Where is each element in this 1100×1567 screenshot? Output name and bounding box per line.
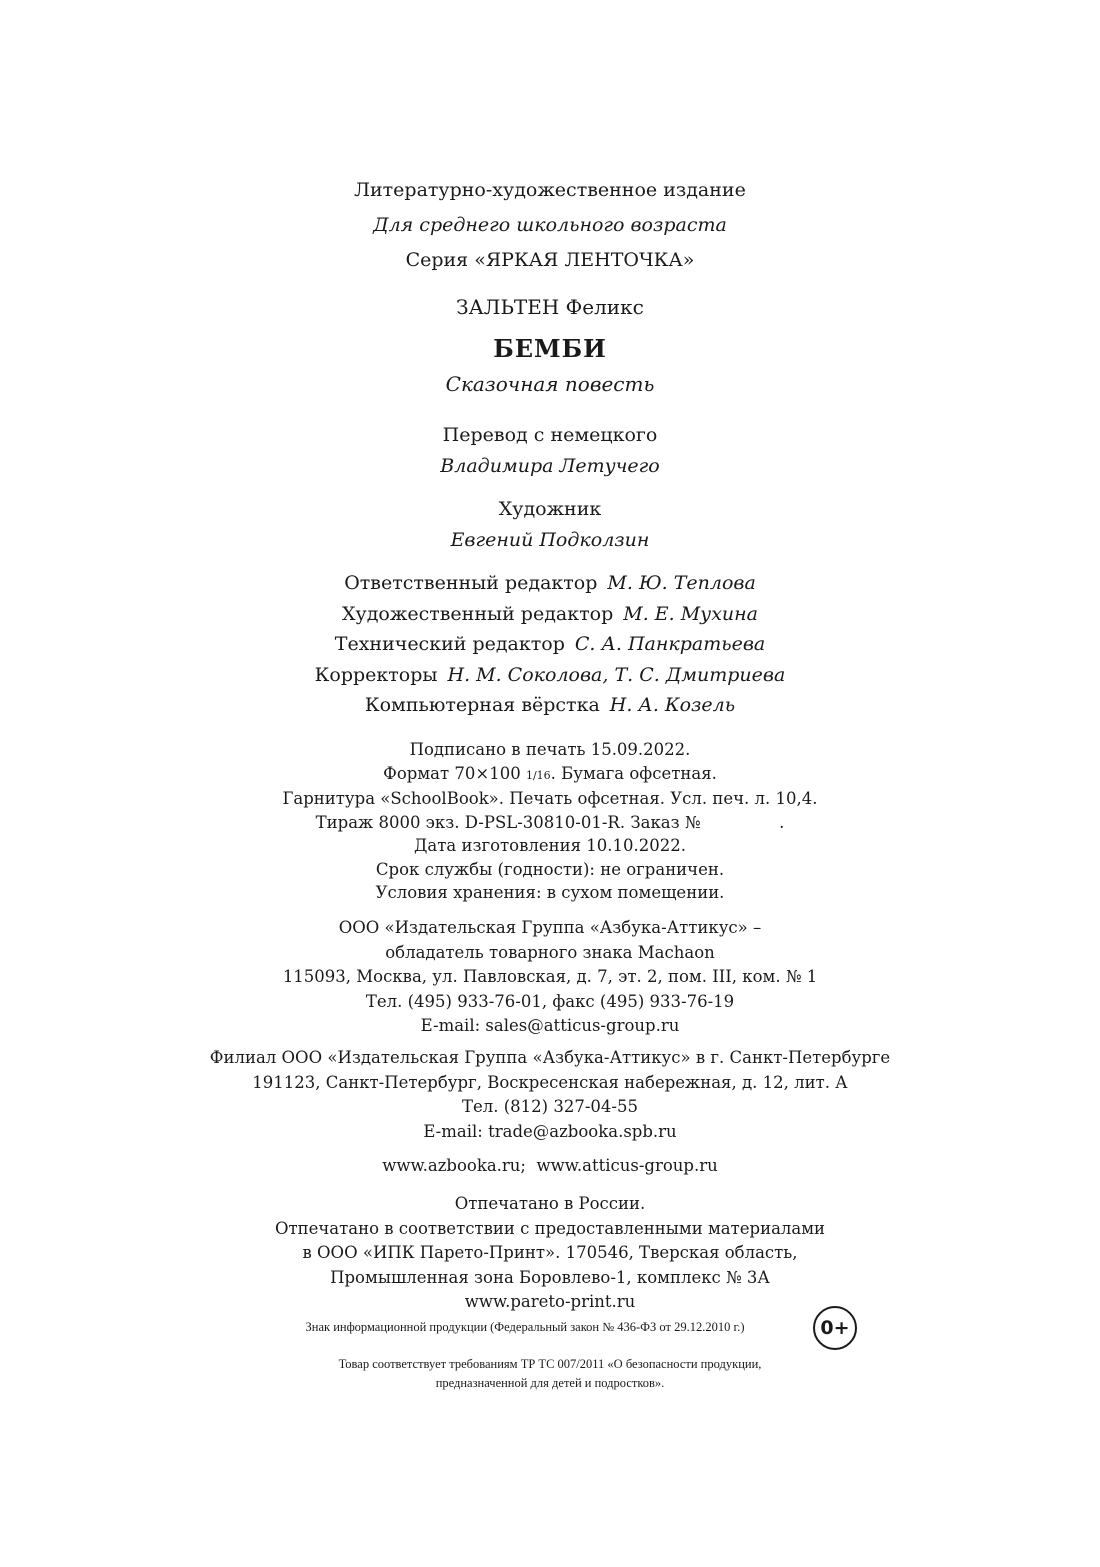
translation-block (0, 420, 1100, 482)
compliance-line: Товар соответствует требованиям ТР ТС 007/2011 «О безопасности продукции, (338, 1357, 762, 1371)
printer-website: www.pareto-print.ru (464, 1292, 636, 1311)
staff-role: Ответственный редактор (344, 572, 598, 594)
storage-line: Условия хранения: в сухом помещении. (375, 883, 725, 902)
printer-line: Промышленная зона Боровлево-1, комплекс № 3А (330, 1267, 770, 1287)
print-details-block (0, 738, 1100, 905)
publisher-line: Тел. (495) 933-76-01, факс (495) 933-76-19 (365, 991, 735, 1011)
printer-line: Отпечатано в России. (454, 1194, 646, 1213)
staff-block (0, 568, 1100, 721)
typeface-line: Гарнитура «SchoolBook». Печать офсетная. Усл. печ. л. 10,4. (282, 789, 818, 808)
book-title: БЕМБИ (493, 334, 607, 363)
branch-line: Филиал ООО «Издательская Группа «Азбука-Аттикус» в г. Санкт-Петербурге (209, 1048, 891, 1067)
artist-block (0, 494, 1100, 556)
branch-email: E-mail: trade@azbooka.spb.ru (423, 1121, 677, 1141)
format-line (0, 762, 1100, 788)
staff-line (0, 690, 1100, 721)
websites-block (0, 1154, 1100, 1179)
audience-line: Для среднего школьного возраста (373, 214, 727, 236)
staff-role: Художественный редактор (342, 602, 614, 625)
publisher-email: E-mail: sales@atticus-group.ru (420, 1016, 680, 1035)
header-block (0, 173, 1100, 278)
print-run-line: Тираж 8000 экз. D-PSL-30810-01-R. Заказ № . (315, 812, 785, 832)
websites-line: www.azbooka.ru; www.atticus-group.ru (382, 1156, 718, 1175)
staff-line (0, 599, 1100, 630)
info-sign-block (0, 1318, 1050, 1337)
artist-label: Художник (498, 498, 602, 520)
artist-name: Евгений Подколзин (450, 529, 650, 551)
staff-role: Корректоры (314, 663, 438, 686)
info-sign-line: Знак информационной продукции (Федеральный закон № 436-ФЗ от 29.12.2010 г.) (305, 1320, 745, 1334)
shelf-life-line: Срок службы (годности): не ограничен. (375, 859, 725, 879)
staff-role: Компьютерная вёрстка (364, 694, 600, 716)
branch-line: 191123, Санкт-Петербург, Воскресенская набережная, д. 12, лит. А (252, 1072, 848, 1092)
translation-label: Перевод с немецкого (442, 424, 658, 446)
staff-line (0, 568, 1100, 599)
staff-role: Технический редактор (334, 633, 565, 655)
staff-name: М. Ю. Теплова (607, 572, 756, 594)
format-suffix: . Бумага офсетная. (550, 763, 717, 783)
book-subtitle: Сказочная повесть (445, 372, 655, 396)
printer-line: в ООО «ИПК Парето-Принт». 170546, Тверская область, (302, 1243, 798, 1262)
branch-line: Тел. (812) 327-04-55 (462, 1097, 638, 1116)
staff-name: Н. М. Соколова, Т. С. Дмитриева (447, 663, 786, 686)
book-author: ЗАЛЬТЕН Феликс (456, 295, 644, 319)
staff-name: Н. А. Козель (609, 694, 736, 716)
staff-name: С. А. Панкратьева (574, 633, 766, 655)
branch-block (0, 1046, 1100, 1144)
age-rating-badge: 0+ (813, 1306, 857, 1350)
compliance-line: предназначенной для детей и подростков». (435, 1376, 665, 1390)
staff-line (0, 660, 1100, 691)
publisher-line: 115093, Москва, ул. Павловская, д. 7, эт. 2, пом. III, ком. № 1 (282, 967, 818, 986)
printer-block (0, 1192, 1100, 1315)
printer-line: Отпечатано в соответствии с предоставленными материалами (274, 1218, 826, 1238)
publisher-block (0, 916, 1100, 1039)
translator-name: Владимира Летучего (440, 455, 660, 477)
genre-line: Литературно-художественное издание (354, 179, 746, 201)
staff-name: М. Е. Мухина (623, 602, 758, 625)
staff-line (0, 629, 1100, 660)
signed-line: Подписано в печать 15.09.2022. (409, 740, 691, 759)
compliance-block (0, 1355, 1100, 1393)
publisher-line: ООО «Издательская Группа «Азбука-Аттикус» – (338, 918, 762, 937)
series-line: Серия «ЯРКАЯ ЛЕНТОЧКА» (405, 249, 695, 271)
format-prefix: Формат 70×100 (383, 763, 521, 783)
publisher-line: обладатель товарного знака Machaon (385, 942, 715, 962)
manufactured-line: Дата изготовления 10.10.2022. (413, 836, 686, 855)
format-fraction: 1/16 (525, 768, 551, 782)
